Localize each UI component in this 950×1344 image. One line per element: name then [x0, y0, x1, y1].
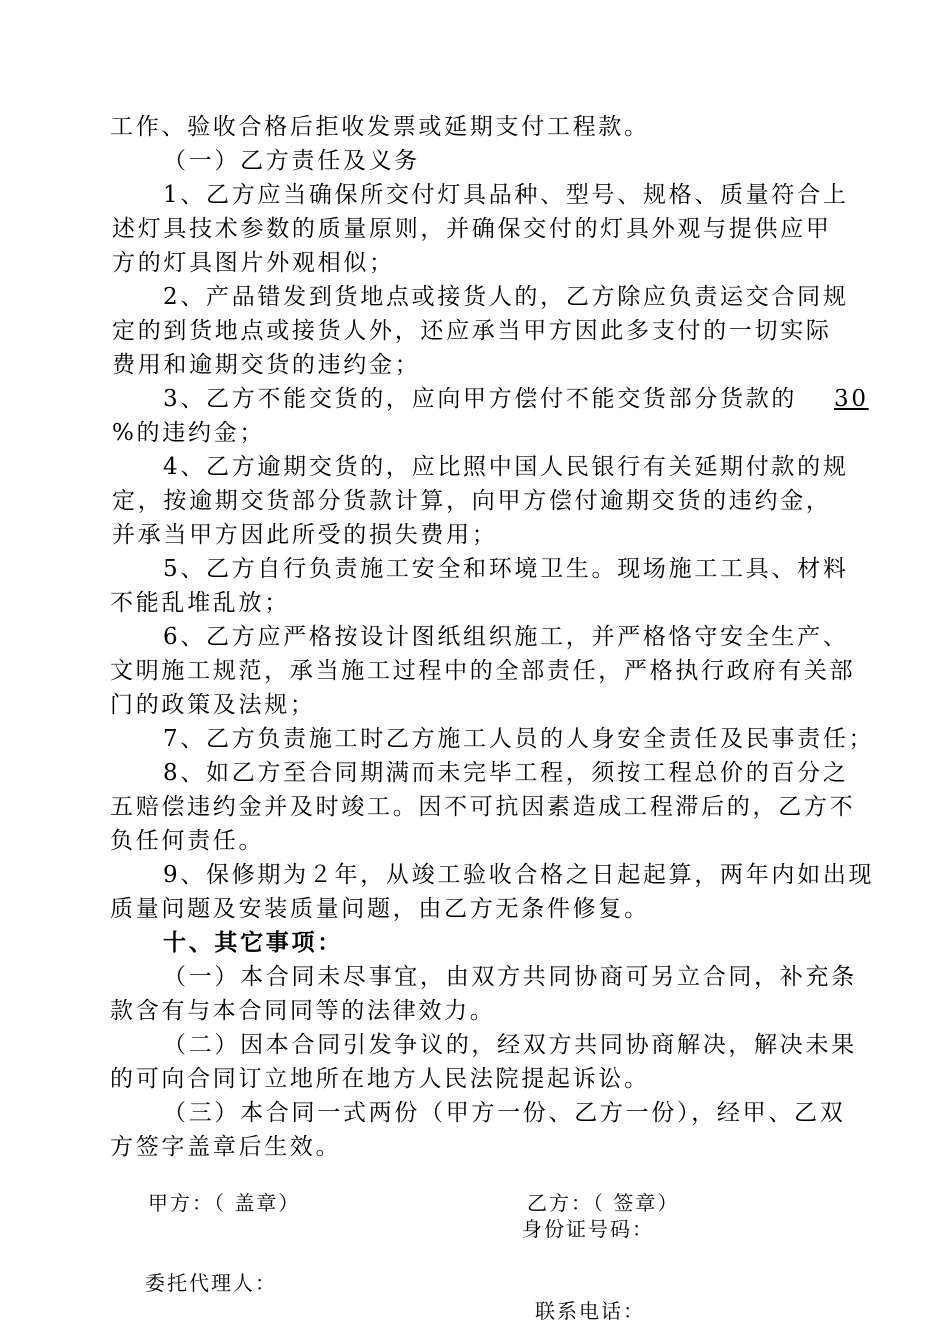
penalty-percent-value: 30 — [834, 386, 869, 412]
text-line: 五赔偿违约金并及时竣工。因不可抗因素造成工程滞后的，乙方不 — [110, 794, 856, 820]
text-line: （三）本合同一式两份（甲方一份、乙方一份），经甲、乙双 — [163, 1100, 846, 1126]
text-line: 质量问题及安装质量问题，由乙方无条件修复。 — [110, 896, 650, 922]
text-line: 工作、验收合格后拒收发票或延期支付工程款。 — [110, 114, 650, 140]
text-line: 8、如乙方至合同期满而未完毕工程，须按工程总价的百分之 — [163, 760, 849, 786]
text-line: 费用和逾期交货的违约金； — [112, 352, 421, 378]
text-line: 定的到货地点或接货人外，还应承当甲方因此多支付的一切实际 — [112, 318, 832, 344]
text-line: 5、乙方自行负责施工安全和环境卫生。现场施工工具、材料 — [163, 556, 849, 582]
text-line: 的可向合同订立地所在地方人民法院提起诉讼。 — [110, 1066, 650, 1092]
id-number-label: 身份证号码： — [522, 1217, 654, 1241]
text-line: 门的政策及法规； — [110, 692, 316, 718]
text-line: 文明施工规范，承当施工过程中的全部责任，严格执行政府有关部 — [110, 658, 856, 684]
text-line: （一）本合同未尽事宜，由双方共同协商可另立合同，补充条 — [163, 964, 857, 990]
text-line: 不能乱堆乱放； — [110, 590, 290, 616]
section-heading: 十、其它事项： — [163, 929, 343, 956]
text-line: 7、乙方负责施工时乙方施工人员的人身安全责任及民事责任； — [163, 726, 875, 752]
text-line: 方签字盖章后生效。 — [110, 1134, 342, 1160]
text-line: 9、保修期为２年，从竣工验收合格之日起起算，两年内如出现 — [163, 862, 875, 888]
text-line: 并承当甲方因此所受的损失费用； — [112, 522, 498, 548]
text-line: 4、乙方逾期交货的，应比照中国人民银行有关延期付款的规 — [163, 454, 849, 480]
party-a-seal: 甲方：（ 盖章） — [148, 1191, 301, 1215]
text-line: 6、乙方应严格按设计图纸组织施工，并严格恪守安全生产、 — [163, 624, 849, 650]
text-line: 2、产品错发到货地点或接货人的，乙方除应负责运交合同规 — [163, 284, 849, 310]
party-b-seal: 乙方：（ 签章） — [527, 1191, 680, 1215]
text-line: 方的灯具图片外观相似； — [112, 250, 395, 276]
phone-label: 联系电话： — [535, 1299, 645, 1323]
text-line: 1、乙方应当确保所交付灯具品种、型号、规格、质量符合上 — [163, 182, 849, 208]
text-line: （二）因本合同引发争议的，经双方共同协商解决，解决未果 — [163, 1032, 857, 1058]
text-line: 款含有与本合同同等的法律效力。 — [110, 998, 496, 1024]
text-line: %的违约金； — [112, 420, 266, 446]
agent-label: 委托代理人： — [145, 1271, 277, 1295]
text-line: 3、乙方不能交货的，应向甲方偿付不能交货部分货款的 — [163, 386, 798, 412]
text-line: 述灯具技术参数的质量原则，并确保交付的灯具外观与提供应甲 — [112, 216, 832, 242]
text-line: 定，按逾期交货部分货款计算，向甲方偿付逾期交货的违约金， — [112, 488, 832, 514]
section-heading: （一）乙方责任及义务 — [163, 148, 420, 174]
text-line: 负任何责任。 — [110, 828, 265, 854]
